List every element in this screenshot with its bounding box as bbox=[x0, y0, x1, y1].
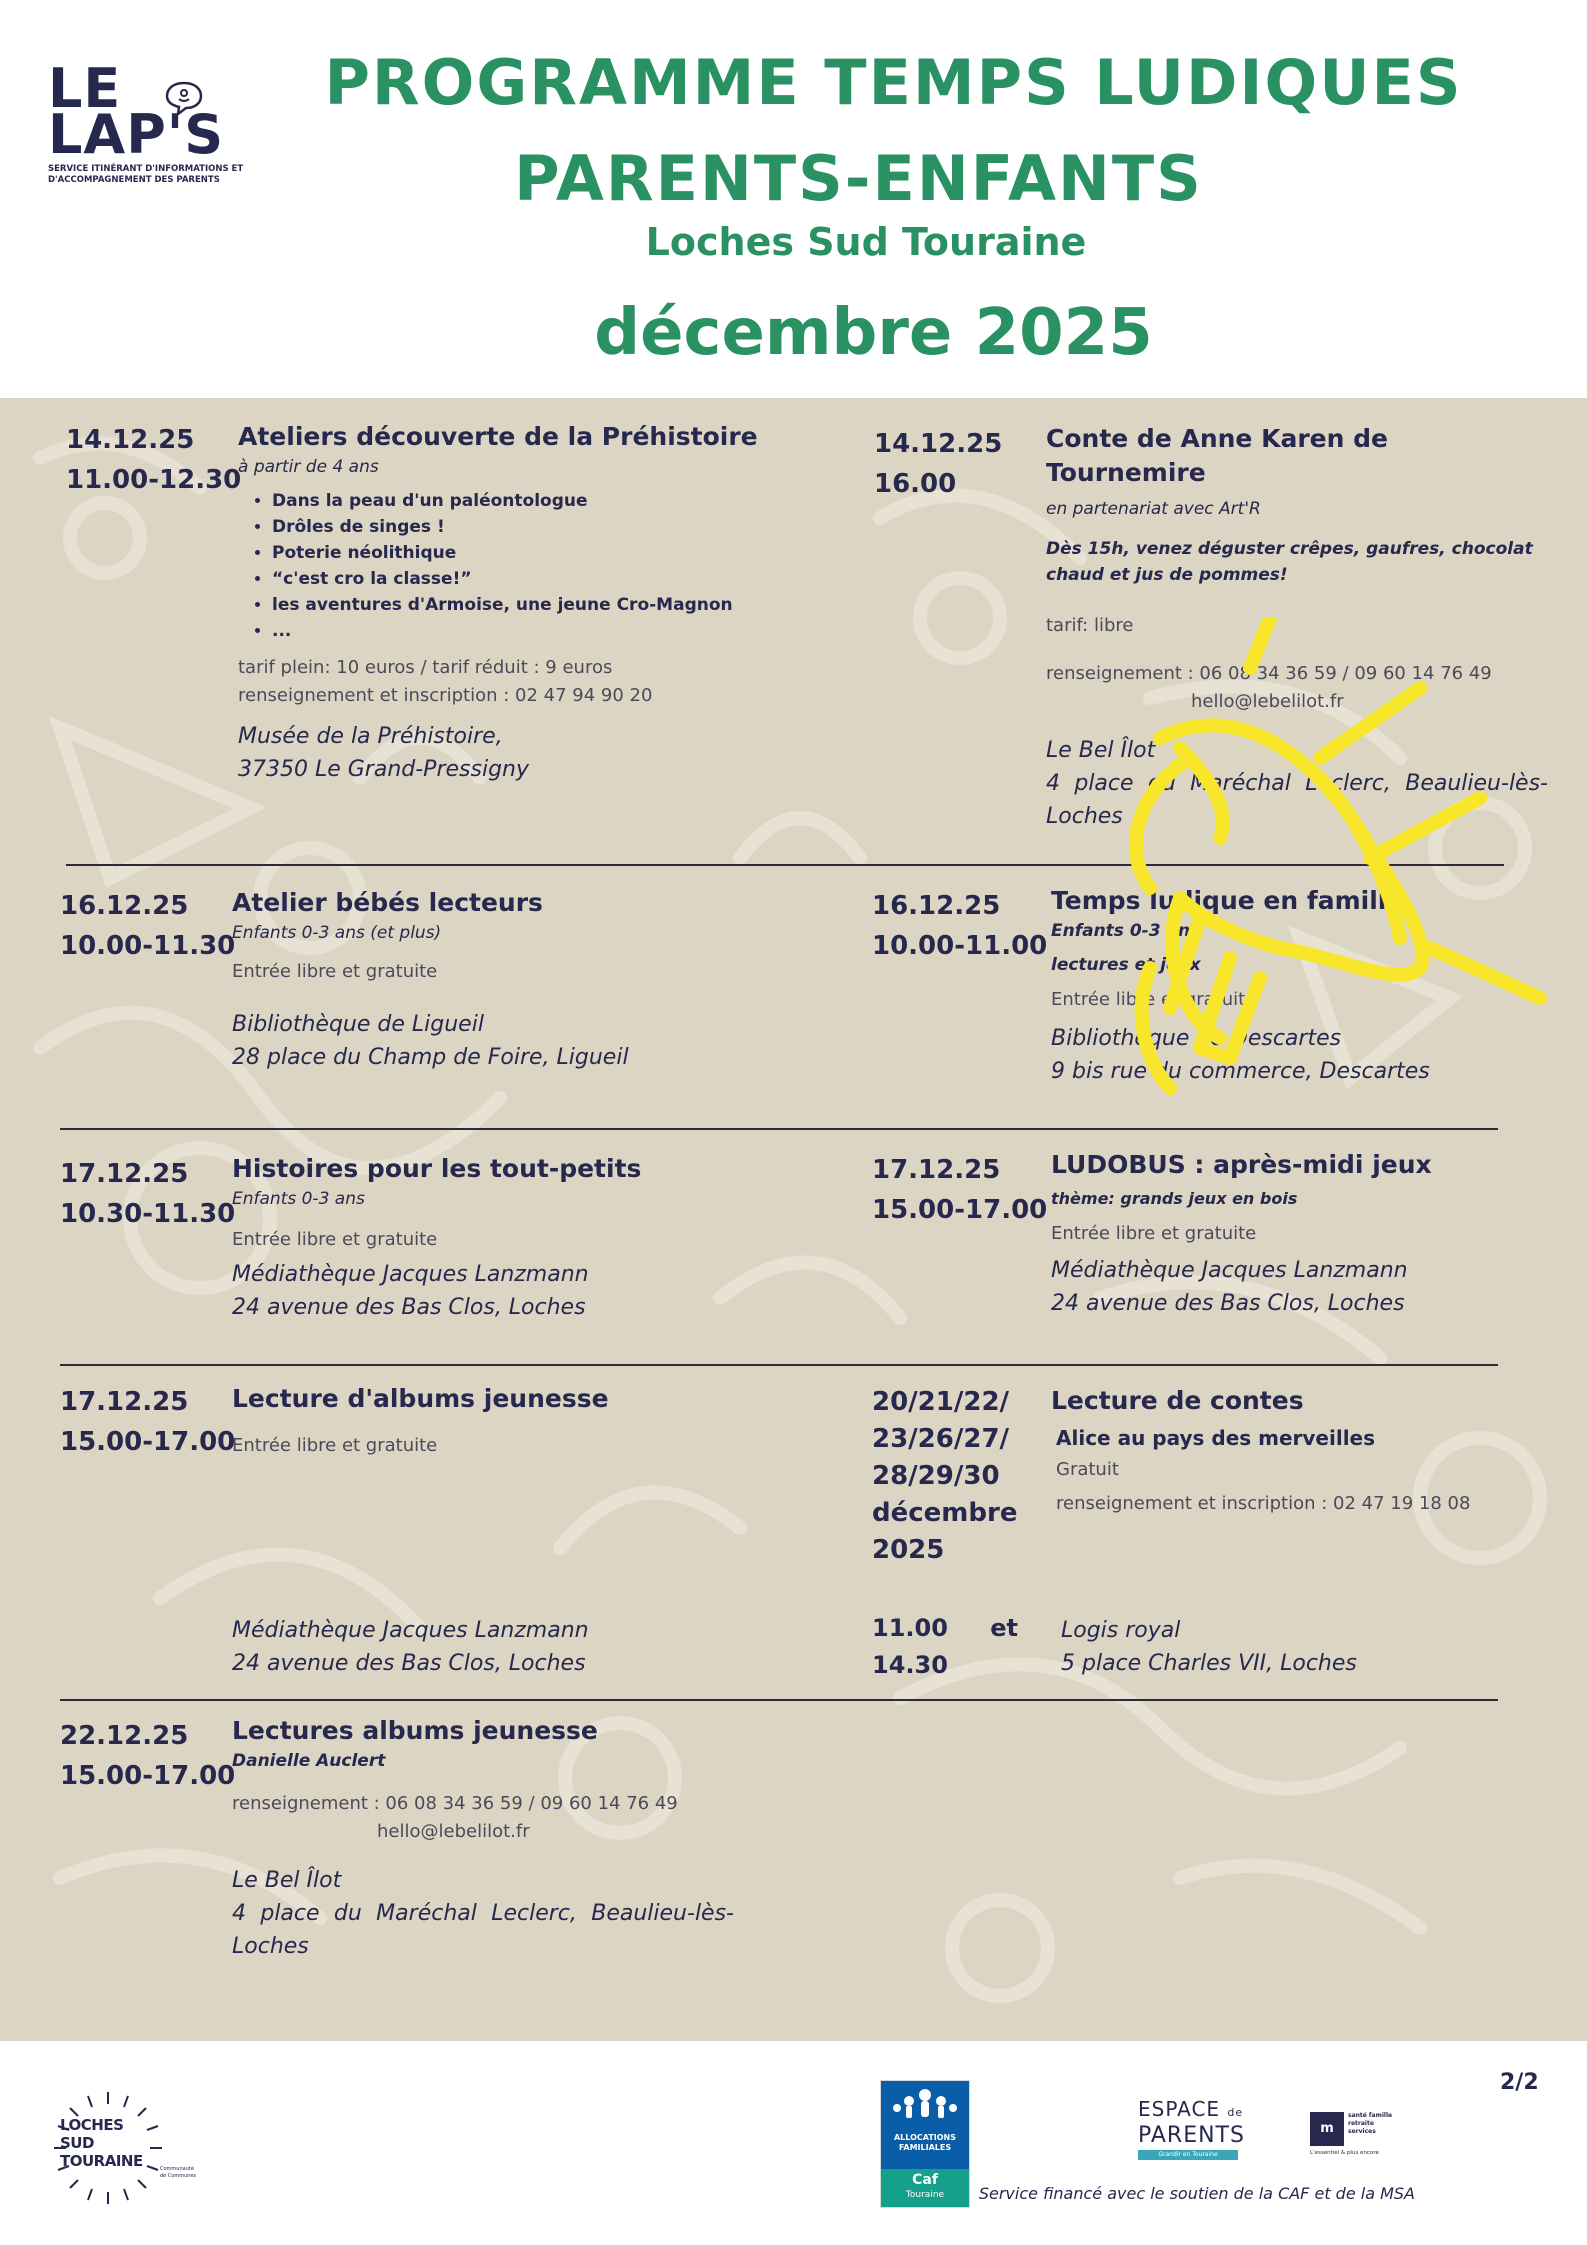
event-email: hello@lebelilot.fr bbox=[377, 1821, 530, 1842]
espace-parents-logo bbox=[1138, 2098, 1268, 2174]
loches-logo-line2: SUD bbox=[60, 2134, 94, 2152]
loches-logo-small: Communauté de Communes bbox=[160, 2166, 197, 2179]
event-tarif: Gratuit bbox=[1056, 1459, 1119, 1480]
event-date-block bbox=[872, 886, 1047, 966]
event-title: Temps ludique en famille bbox=[1051, 886, 1404, 915]
event-date: 14.12.25 bbox=[874, 429, 1003, 459]
event-speaker: Danielle Auclert bbox=[232, 1751, 386, 1771]
event-date: 16.12.25 bbox=[872, 891, 1001, 921]
event-address: 28 place du Champ de Foire, Ligueil bbox=[232, 1045, 629, 1070]
event-title: Atelier bébés lecteurs bbox=[232, 888, 543, 917]
month-heading: décembre 2025 bbox=[594, 296, 1153, 370]
event-age: Enfants 0-3 ans bbox=[1051, 921, 1201, 941]
event-time: 10.00-11.00 bbox=[872, 931, 1048, 961]
loches-logo-line1: LOCHES bbox=[60, 2116, 124, 2134]
event-place: Bibliothèque de Descartes bbox=[1051, 1026, 1342, 1051]
espace-line2: PARENTS bbox=[1138, 2123, 1245, 2148]
event-time: 10.30-11.30 bbox=[60, 1199, 236, 1229]
event-date-block bbox=[66, 420, 241, 500]
event-place: Bibliothèque de Ligueil bbox=[232, 1012, 484, 1037]
event-location bbox=[1061, 1614, 1541, 1680]
msa-sub: L'essentiel & plus encore bbox=[1310, 2150, 1379, 2156]
event-time-block bbox=[872, 1608, 1018, 1682]
espace-de: de bbox=[1227, 2106, 1244, 2119]
event-title: Lectures albums jeunesse bbox=[232, 1716, 598, 1745]
msa-logo bbox=[1310, 2112, 1400, 2164]
event-note: lectures et jeux bbox=[1051, 955, 1201, 975]
logo-text-laps: LAP'S bbox=[48, 103, 225, 166]
event-date-block bbox=[60, 1382, 235, 1462]
event-theme: thème: grands jeux en bois bbox=[1051, 1189, 1298, 1208]
event-date-block bbox=[60, 1716, 235, 1796]
event-address: 24 avenue des Bas Clos, Loches bbox=[1051, 1291, 1405, 1316]
event-date: 17.12.25 bbox=[872, 1155, 1001, 1185]
event-address: 4 place du Maréchal Leclerc, Beaulieu-lès-Loches bbox=[1046, 771, 1548, 829]
event-age: à partir de 4 ans bbox=[238, 457, 379, 477]
event-date: 22.12.25 bbox=[60, 1721, 189, 1751]
event-title: LUDOBUS : après-midi jeux bbox=[1051, 1150, 1432, 1179]
event-time-and: et bbox=[990, 1614, 1018, 1642]
event-date: 16.12.25 bbox=[60, 891, 189, 921]
event-address: 24 avenue des Bas Clos, Loches bbox=[232, 1651, 586, 1676]
event-time: 15.00-17.00 bbox=[872, 1195, 1048, 1225]
funding-note: Service financé avec le soutien de la CAF et de la MSA bbox=[978, 2184, 1415, 2203]
list-item: • Drôles de singes ! bbox=[272, 514, 798, 540]
espace-sub: Grandir en Touraine bbox=[1138, 2150, 1238, 2160]
event-tarif: tarif: libre bbox=[1046, 615, 1134, 636]
list-item: • “c'est cro la classe!” bbox=[272, 566, 798, 592]
event-date-block bbox=[872, 1150, 1047, 1230]
event-details bbox=[232, 1152, 792, 1324]
event-date-block bbox=[60, 1154, 235, 1234]
event-details bbox=[1051, 1148, 1551, 1320]
event-date-line: 2025 bbox=[872, 1535, 945, 1565]
event-email: hello@lebelilot.fr bbox=[1191, 691, 1344, 712]
program-panel bbox=[0, 398, 1587, 2041]
event-title: Lecture d'albums jeunesse bbox=[232, 1384, 609, 1413]
list-item: • Poterie néolithique bbox=[272, 540, 798, 566]
event-info: Entrée libre et gratuite bbox=[232, 1229, 438, 1250]
event-note: Dès 15h, venez déguster crêpes, gaufres, chocolat chaud et jus de pommes! bbox=[1046, 539, 1533, 585]
event-date: 17.12.25 bbox=[60, 1387, 189, 1417]
event-time: 11.00-12.30 bbox=[66, 465, 242, 495]
event-details bbox=[238, 420, 798, 786]
event-details bbox=[232, 886, 792, 1074]
caf-family-icon bbox=[881, 2081, 969, 2131]
msa-text: santé famille retraite services bbox=[1348, 2112, 1393, 2135]
event-title: Ateliers découverte de la Préhistoire bbox=[238, 422, 758, 451]
event-time: 15.00-17.00 bbox=[60, 1761, 236, 1791]
list-item: • ... bbox=[272, 618, 798, 644]
caf-line3: Caf bbox=[912, 2172, 938, 2188]
event-date-line: 23/26/27/ bbox=[872, 1424, 1010, 1454]
event-info: Entrée libre et gratuite bbox=[232, 1435, 438, 1456]
list-item: • les aventures d'Armoise, une jeune Cro-Magnon bbox=[272, 592, 798, 618]
event-contact: renseignement : 06 08 34 36 59 / 09 60 14 76 49 bbox=[1046, 663, 1492, 684]
page-title-line2: PARENTS-ENFANTS bbox=[514, 142, 1203, 215]
event-place: Le Bel Îlot bbox=[232, 1868, 342, 1893]
event-time: 16.00 bbox=[874, 469, 957, 499]
event-contact: renseignement et inscription : 02 47 94 90 20 bbox=[238, 685, 653, 706]
event-tarif: tarif plein: 10 euros / tarif réduit : 9 euros bbox=[238, 657, 613, 678]
page-title-line1: PROGRAMME TEMPS LUDIQUES bbox=[324, 46, 1463, 119]
loches-logo-line3: TOURAINE bbox=[60, 2152, 143, 2170]
event-place: Médiathèque Jacques Lanzmann bbox=[1051, 1258, 1408, 1283]
event-address: 37350 Le Grand-Pressigny bbox=[238, 757, 529, 782]
event-place: Musée de la Préhistoire, bbox=[238, 724, 503, 749]
event-details bbox=[232, 1714, 734, 1963]
event-place: Le Bel Îlot bbox=[1046, 738, 1156, 763]
event-date-block bbox=[872, 1384, 1022, 1569]
event-age: Enfants 0-3 ans (et plus) bbox=[232, 923, 442, 943]
activity-list bbox=[238, 488, 798, 644]
page-subtitle: Loches Sud Touraine bbox=[645, 220, 1087, 264]
event-date-block bbox=[874, 424, 1002, 504]
event-info: Entrée libre et gratuite bbox=[1051, 1223, 1257, 1244]
event-location bbox=[232, 1614, 792, 1680]
event-info: Entrée libre et gratuite bbox=[232, 961, 438, 982]
divider bbox=[60, 1699, 1498, 1701]
caf-logo bbox=[880, 2080, 970, 2208]
event-title: Histoires pour les tout-petits bbox=[232, 1154, 642, 1183]
event-time: 14.30 bbox=[872, 1651, 948, 1679]
caf-blue-block bbox=[881, 2081, 969, 2169]
logo-text-le: LE bbox=[48, 57, 122, 120]
event-contact: renseignement : 06 08 34 36 59 / 09 60 14 76 49 bbox=[232, 1793, 678, 1814]
event-date-line: décembre bbox=[872, 1498, 1018, 1528]
megaphone-icon bbox=[1070, 618, 1570, 1158]
event-date-block bbox=[60, 886, 235, 966]
event-place: Logis royal bbox=[1061, 1618, 1181, 1643]
event-title: Lecture de contes bbox=[1051, 1386, 1304, 1415]
event-address: 5 place Charles VII, Loches bbox=[1061, 1651, 1357, 1676]
event-place: Médiathèque Jacques Lanzmann bbox=[232, 1618, 589, 1643]
event-time: 11.00 bbox=[872, 1614, 948, 1642]
event-info: Entrée libre et gratuite bbox=[1051, 989, 1257, 1010]
caf-line4: Touraine bbox=[905, 2190, 945, 2200]
event-details bbox=[1051, 1384, 1551, 1518]
event-date: 17.12.25 bbox=[60, 1159, 189, 1189]
espace-line1: ESPACE bbox=[1138, 2097, 1221, 2121]
event-place: Médiathèque Jacques Lanzmann bbox=[232, 1262, 589, 1287]
caf-line2: FAMILIALES bbox=[898, 2143, 952, 2152]
page-number: 2/2 bbox=[1500, 2070, 1539, 2095]
event-date-line: 20/21/22/ bbox=[872, 1387, 1010, 1417]
logo-subtitle: SERVICE ITINÉRANT D'INFORMATIONS ET D'ACCOMPAGNEMENT DES PARENTS bbox=[48, 164, 244, 185]
caf-line1: ALLOCATIONS bbox=[893, 2133, 957, 2142]
event-title: Conte de Anne Karen de Tournemire bbox=[1046, 424, 1388, 487]
event-time: 15.00-17.00 bbox=[60, 1427, 236, 1457]
event-subtitle: Alice au pays des merveilles bbox=[1056, 1426, 1376, 1450]
event-date-line: 28/29/30 bbox=[872, 1461, 1000, 1491]
event-contact: renseignement et inscription : 02 47 19 18 08 bbox=[1056, 1493, 1471, 1514]
msa-square: m bbox=[1310, 2112, 1344, 2146]
event-details bbox=[232, 1382, 792, 1460]
event-date: 14.12.25 bbox=[66, 425, 195, 455]
event-partner: en partenariat avec Art'R bbox=[1046, 499, 1261, 519]
caf-green-block bbox=[881, 2169, 969, 2207]
event-address: 24 avenue des Bas Clos, Loches bbox=[232, 1295, 586, 1320]
event-age: Enfants 0-3 ans bbox=[232, 1189, 365, 1209]
event-address: 9 bis rue du commerce, Descartes bbox=[1051, 1059, 1430, 1084]
list-item: • Dans la peau d'un paléontologue bbox=[272, 488, 798, 514]
event-address: 4 place du Maréchal Leclerc, Beaulieu-lès-Loches bbox=[232, 1901, 734, 1959]
loches-sud-touraine-logo bbox=[48, 2088, 197, 2208]
divider bbox=[60, 1364, 1498, 1366]
event-time: 10.00-11.30 bbox=[60, 931, 236, 961]
